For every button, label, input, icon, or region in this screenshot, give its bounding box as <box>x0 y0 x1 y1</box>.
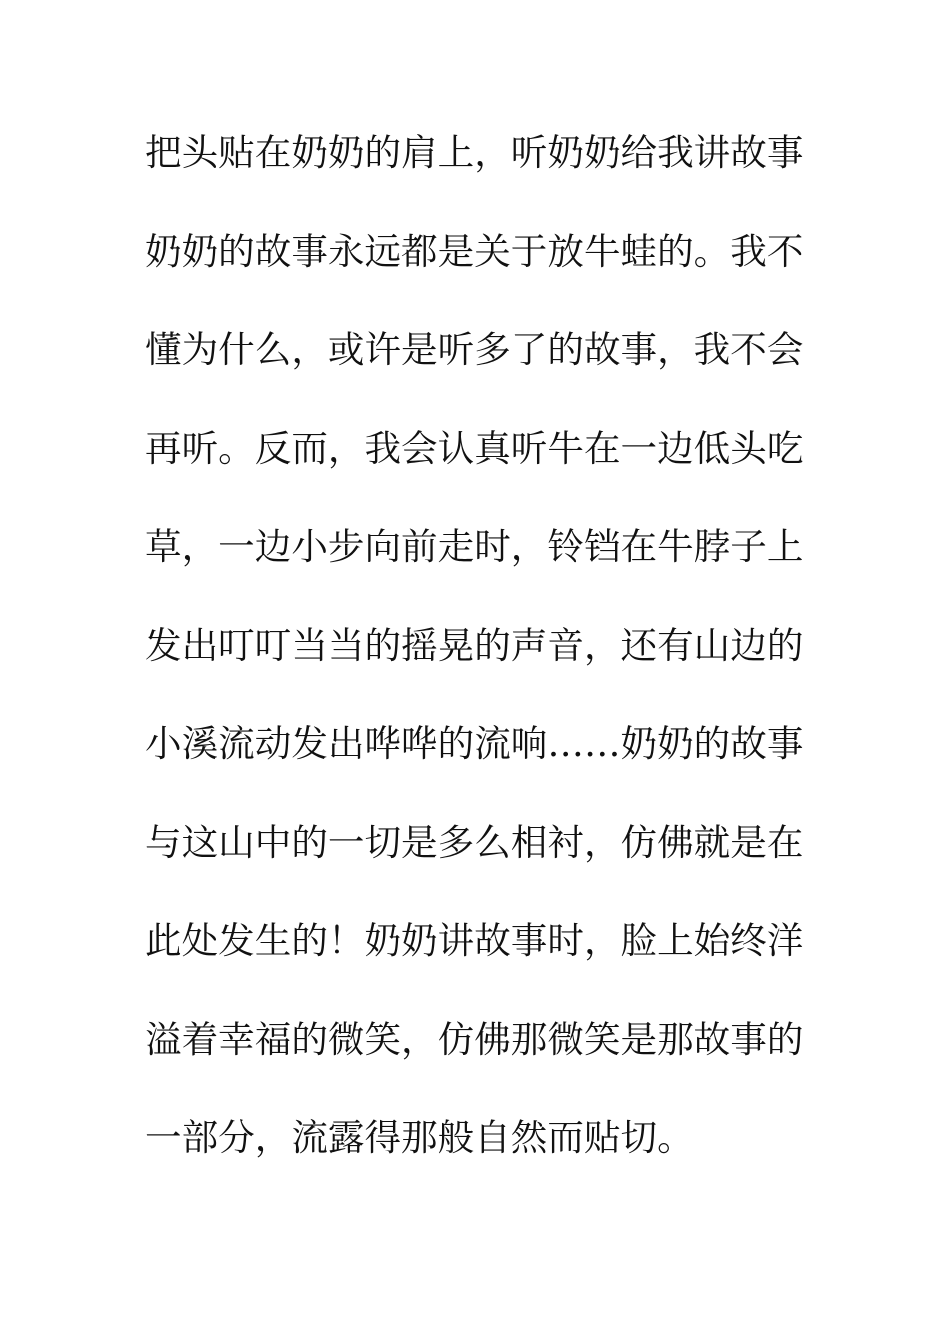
text-line: 懂为什么，或许是听多了的故事，我不会 <box>145 328 804 371</box>
text-line: 草，一边小步向前走时，铃铛在牛脖子上 <box>145 525 804 568</box>
text-line: 与这山中的一切是多么相衬，仿佛就是在 <box>145 820 804 864</box>
text-line: 溢着幸福的微笑，仿佛那微笑是那故事的 <box>145 1017 804 1061</box>
text-line: 此处发生的！奶奶讲故事时，脸上始终洋 <box>145 919 804 962</box>
body-text <box>145 128 810 1212</box>
text-line: 奶奶的故事永远都是关于放牛蛙的。我不 <box>145 229 804 273</box>
text-line: 一部分，流露得那般自然而贴切。 <box>145 1116 694 1159</box>
text-line: 发出叮叮当当的摇晃的声音，还有山边的 <box>145 623 804 667</box>
text-line: 小溪流动发出哗哗的流响……奶奶的故事 <box>145 722 804 765</box>
text-line: 再听。反而，我会认真听牛在一边低头吃 <box>145 426 804 470</box>
text-line: 把头贴在奶奶的肩上，听奶奶给我讲故事 <box>145 131 804 174</box>
